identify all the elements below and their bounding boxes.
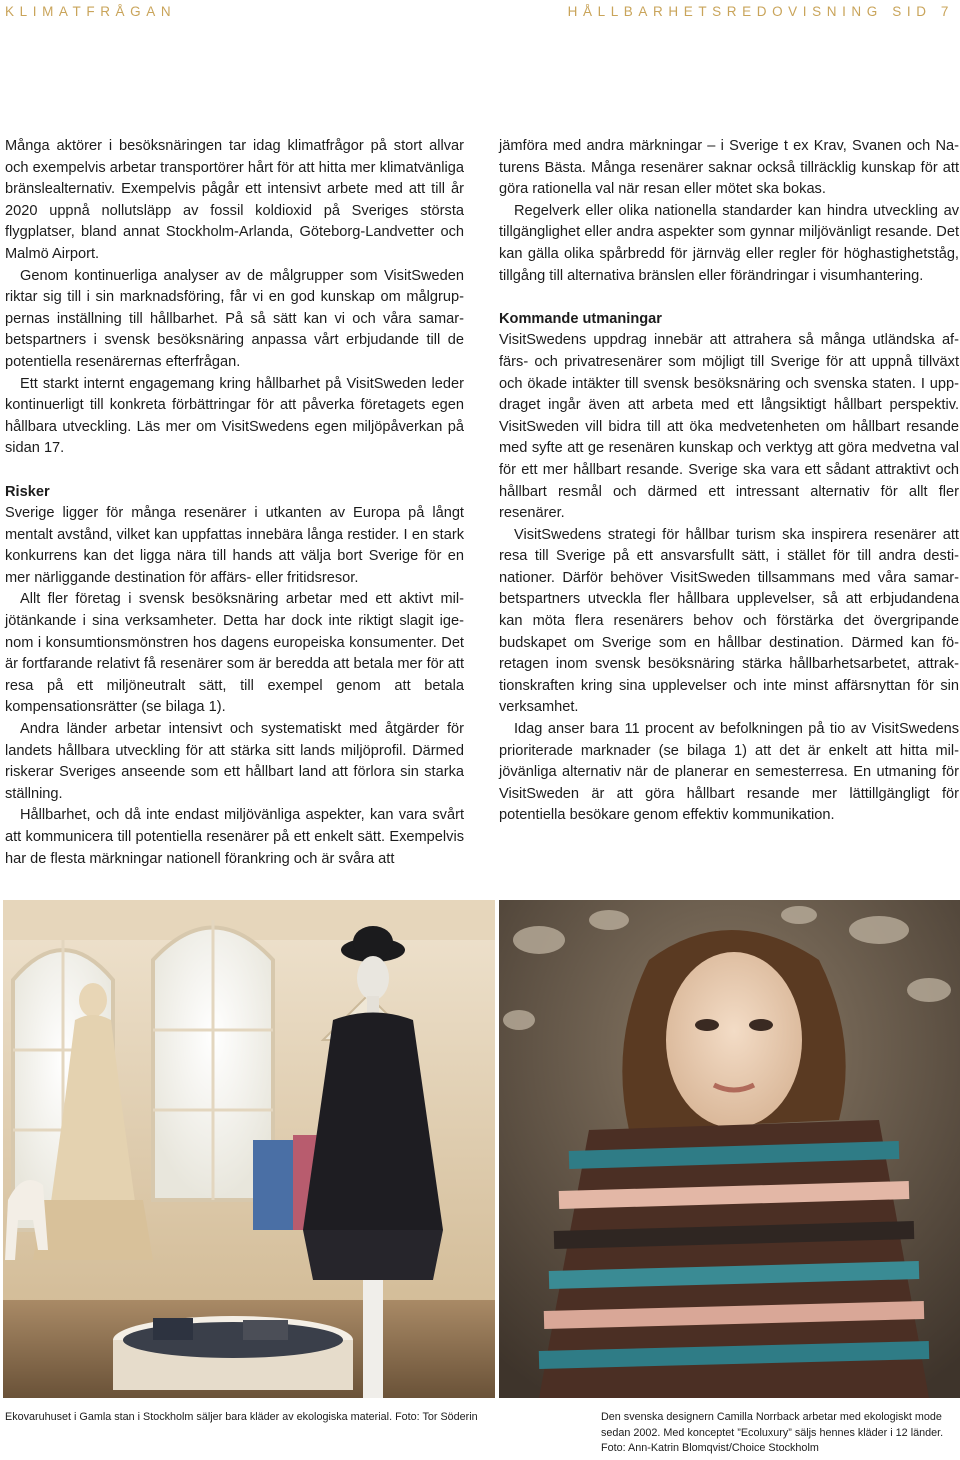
paragraph: Sverige ligger för många resenärer i utkanten av Europa på långt mentalt avstånd, vilket kan uppfattas innebära långa restider. I en stark konkurrens kan det ligga nära till hands att välja bort Sverige för en mer närliggande destination för affärs- eller fritidsresor. (5, 505, 464, 586)
paragraph: Ett starkt internt engagemang kring hållbarhet på VisitSweden leder kontinuerligt till konkreta förbättringar för att påverka företagets egen hållbara utveckling. Läs mer om VisitSwedens egen miljöpåverkan på sidan 17. (5, 375, 464, 457)
photo-caption-left: Ekovaruhuset i Gamla stan i Stockholm säljer bara kläder av ekologiska material. Foto: Tor Söderin (5, 1411, 478, 1423)
paragraph: Allt fler företag i svensk besöksnäring arbetar med ett aktivt miljötänkande i sina verksamheter. Detta har dock inte riktigt slagit igenom i konsumtionsmönstren hos dagens europeiska konsumenter. Det är fortfarande relativt få resenärer som är beredda att betala mer för att resa på ett miljöneutralt sätt, till exempel genom att betala kompensationsrätter (se bilaga 1). (5, 591, 464, 716)
paragraph: Idag anser bara 11 procent av befolkningen på tio av VisitSwedens prioriterade marknader (se bilaga 1) att det är enkelt att hitta miljövänliga alternativ när de planerar en semesterresa. En utmaning för VisitSweden är att göra hållbart resande mer lättillgängligt för potentiella besökare genom effektiv kommunikation. (499, 721, 959, 824)
paragraph: Hållbarhet, och då inte endast miljövänliga aspekter, kan vara svårt att kommunicera till potentiella resenärer på ett enkelt sätt. Exempelvis har de flesta märkningar nationell förankring och är svåra att (5, 807, 464, 867)
paragraph: Genom kontinuerliga analyser av de målgrupper som VisitSweden riktar sig till i sin marknadsföring, får vi en god kunskap om målgruppernas inställning till hållbarhet. På så sätt kan vi och våra samarbetspartners i svensk besöksnäring anpassa vårt erbjudande till de potentiella resenärernas efterfrågan. (5, 267, 464, 370)
store-interior-photo (3, 900, 495, 1398)
report-page-label: HÅLLBARHETSREDOVISNING SID 7 (567, 4, 954, 19)
paragraph: jämföra med andra märkningar – i Sverige t ex Krav, Svanen och Naturens Bästa. Många resenärer saknar också tillräcklig kunskap för att göra rationella val när resan eller mötet ska bokas. (499, 138, 959, 198)
paragraph: Andra länder arbetar intensivt och systematiskt med åtgärder för landets hållbara utveckling för att stärka sitt lands miljöprofil. Därmed riskerar Sveriges anseende som ett hållbart land att förlora sin starka ställning. (5, 721, 464, 802)
section-title: KLIMATFRÅGAN (5, 4, 177, 19)
paragraph: Många aktörer i besöksnäringen tar idag klimatfrågor på stort allvar och exempelvis arbetar transportörer hårt för att hitta mer klimatvänliga bränslealternativ. Exempelvis pågår ett intensivt arbete med att till år 2020 uppnå nollutsläpp av fossil koldioxid på Sveriges största flygplatser, bland annat Stockholm-Arlanda, Göteborg-Landvetter och Malmö Airport. (5, 138, 464, 262)
section-heading-risker: Risker (5, 483, 50, 500)
designer-portrait-photo (499, 900, 960, 1398)
paragraph: Regelverk eller olika nationella standarder kan hindra utveckling av tillgänglighet eller andra aspekter som gynnar miljövänligt resande. Det kan gälla olika spårbredd för järnväg eller regler för höghastighetståg, tillgång till alternativa bränslen eller förändringar i visumhantering. (499, 202, 959, 284)
right-text-column (499, 136, 959, 827)
section-heading-kommande-utmaningar: Kommande utmaningar (499, 310, 662, 327)
photo-caption-right: Den svenska designern Camilla Norrback arbetar med ekologiskt mode sedan 2002. Med konceptet ”Ecoluxury” säljs hennes kläder i 12 länder. Foto: Ann-Katrin Blomqvist/Choice Stockholm (601, 1411, 944, 1455)
paragraph: VisitSwedens uppdrag innebär att attrahera så många utländska affärs- och privatresenärer som möjligt till Sverige för att uppnå tillväxt och ökade intäkter till svensk besöksnäring och svenska staten. I uppdraget ingår även att arbeta med ett långsiktigt hållbart perspektiv. VisitSweden vill bidra till att öka medvetenheten om hållbart resande med syfte att ge resenären kunskap och verktyg att göra medvetna val för ett mer hållbart resande. Sverige ska vara ett sådant attraktivt och hållbart resmål och därmed ett intressant alternativ för allt fler resenärer. (499, 332, 959, 522)
left-text-column (5, 136, 464, 870)
paragraph: VisitSwedens strategi för hållbar turism ska inspirera resenärer att resa till Sverige på ett ansvarsfullt sätt, i stället för till andra destinationer. Därför behöver VisitSweden tillsammans med våra samarbetspartners utveckla fler hållbara upplevelser, så att erbjudandena kan möta flera resenärers behov och förstärka det övergripande budskapet om Sverige som en hållbar destination. Därmed kan företagen inom svensk besöksnäring stärka hållbarhetsarbetet, attraktionskraften kring sina upplevelser och inte minst affärsnyttan för sin verksamhet. (499, 526, 959, 716)
